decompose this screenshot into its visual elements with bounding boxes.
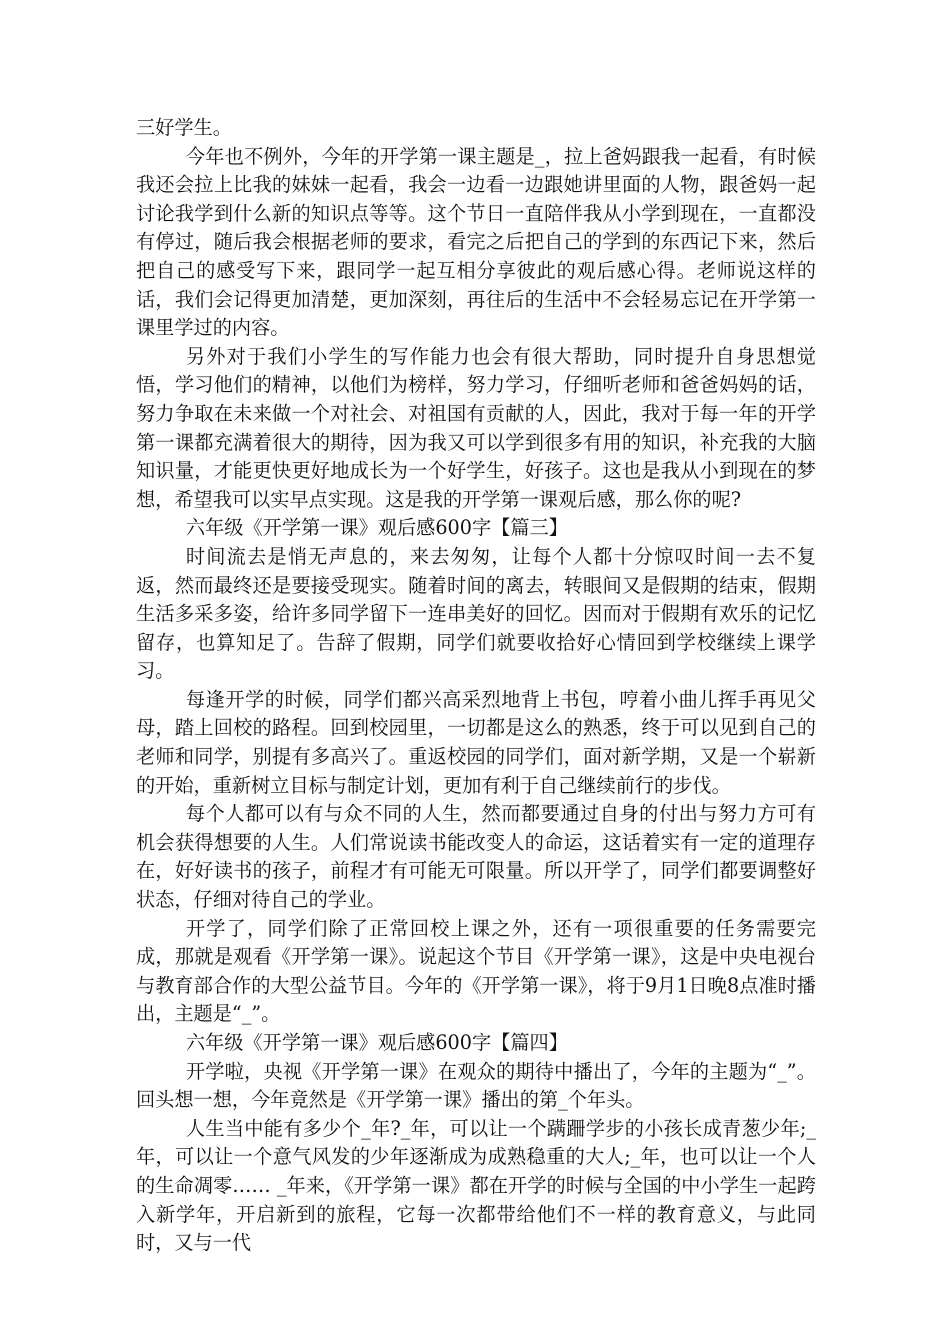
paragraph: 开学啦，央视《开学第一课》在观众的期待中播出了，今年的主题为“_”。回头想一想，今年竟然是《开学第一课》播出的第_个年头。 <box>136 1059 816 1112</box>
paragraph: 时间流去是悄无声息的，来去匆匆，让每个人都十分惊叹时间一去不复返，然而最终还是要接受现实。随着时间的离去，转眼间又是假期的结束，假期生活多采多姿，给许多同学留下一连串美好的回忆。因而对于假期有欢乐的记忆留存，也算知足了。告辞了假期，同学们就要收拾好心情回到学校继续上课学习。 <box>136 544 816 683</box>
document-page <box>136 114 816 1258</box>
paragraph: 今年也不例外，今年的开学第一课主题是_，拉上爸妈跟我一起看，有时候我还会拉上比我的妹妹一起看，我会一边看一边跟她讲里面的人物，跟爸妈一起讨论我学到什么新的知识点等等。这个节日一直陪伴我从小学到现在，一直都没有停过，随后我会根据老师的要求，看完之后把自己的学到的东西记下来，然后把自己的感受写下来，跟同学一起互相分享彼此的观后感心得。老师说这样的话，我们会记得更加清楚，更加深刻，再往后的生活中不会轻易忘记在开学第一课里学过的内容。 <box>136 144 816 340</box>
paragraph: 人生当中能有多少个_年?_年，可以让一个蹒跚学步的小孩长成青葱少年;_年，可以让一个意气风发的少年逐渐成为成熟稳重的大人;_年，也可以让一个人的生命凋零…… _年来，《开学第一课》都在开学的时候与全国的中小学生一起跨入新学年，开启新到的旅程，它每一次都带给他们不一样的教育意义，与此同时，又与一代 <box>136 1116 816 1255</box>
paragraph: 另外对于我们小学生的写作能力也会有很大帮助，同时提升自身思想觉悟，学习他们的精神，以他们为榜样，努力学习，仔细听老师和爸爸妈妈的话，努力争取在未来做一个对社会、对祖国有贡献的人，因此，我对于每一年的开学第一课都充满着很大的期待，因为我又可以学到很多有用的知识，补充我的大脑知识量，才能更快更好地成长为一个好学生，好孩子。这也是我从小到现在的梦想，希望我可以实早点实现。这是我的开学第一课观后感，那么你的呢? <box>136 344 816 511</box>
paragraph: 每逢开学的时候，同学们都兴高采烈地背上书包，哼着小曲儿挥手再见父母，踏上回校的路程。回到校园里，一切都是这么的熟悉，终于可以见到自己的老师和同学，别提有多高兴了。重返校园的同学们，面对新学期，又是一个崭新的开始，重新树立目标与制定计划，更加有利于自己继续前行的步伐。 <box>136 687 816 797</box>
section-heading-part-four: 六年级《开学第一课》观后感600字【篇四】 <box>185 1031 568 1054</box>
section-heading-part-three: 六年级《开学第一课》观后感600字【篇三】 <box>185 516 568 540</box>
paragraph: 每个人都可以有与众不同的人生，然而都要通过自身的付出与努力方可有机会获得想要的人生。人们常说读书能改变人的命运，这话着实有一定的道理存在，好好读书的孩子，前程才有可能无可限量。所以开学了，同学们都要调整好状态，仔细对待自己的学业。 <box>136 802 816 912</box>
paragraph-continuation: 三好学生。 <box>136 116 232 139</box>
paragraph: 开学了，同学们除了正常回校上课之外，还有一项很重要的任务需要完成，那就是观看《开学第一课》。说起这个节目《开学第一课》，这是中央电视台与教育部合作的大型公益节目。今年的《开学第一课》，将于9月1日晚8点准时播出，主题是“_”。 <box>136 916 816 1026</box>
